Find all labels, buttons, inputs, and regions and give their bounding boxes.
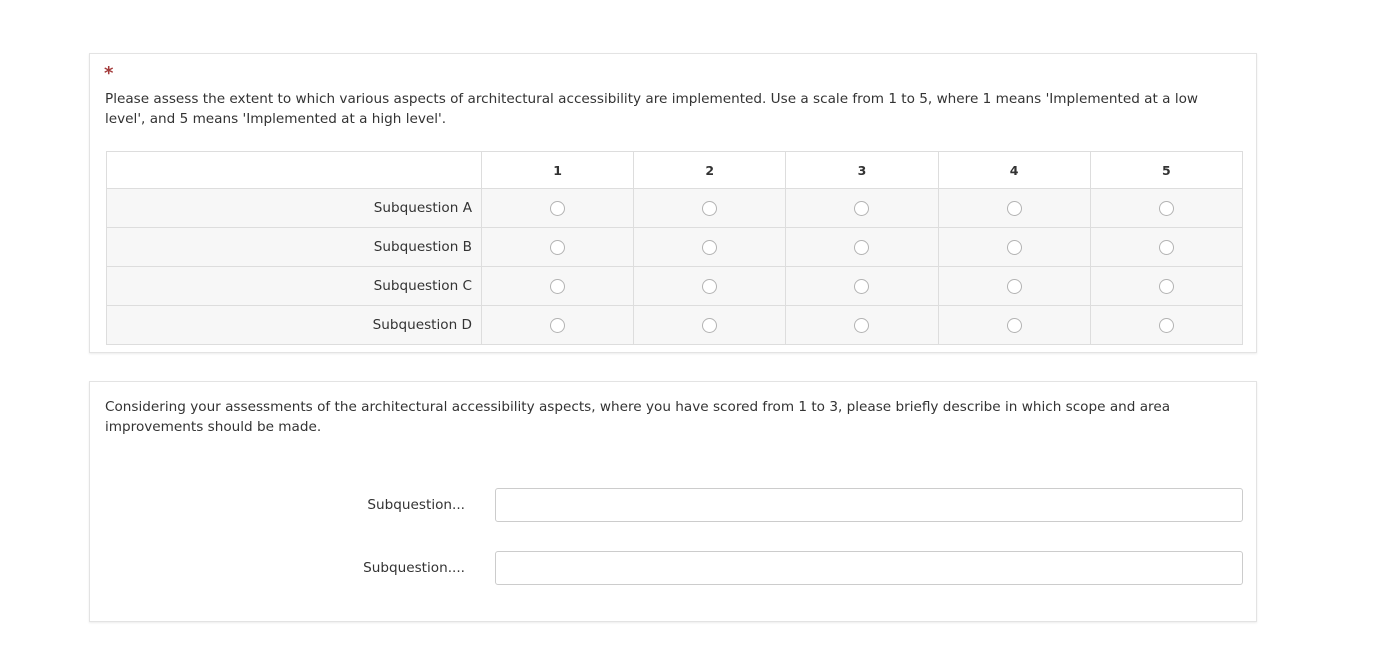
- matrix-row-subquestion-c: [107, 267, 1243, 306]
- rating-cell[interactable]: [634, 228, 786, 267]
- rating-cell[interactable]: [938, 267, 1090, 306]
- rating-cell[interactable]: [482, 306, 634, 345]
- column-header-2: 2: [634, 152, 786, 189]
- radio-d-1[interactable]: [550, 318, 565, 333]
- column-header-4: 4: [938, 152, 1090, 189]
- matrix-row-subquestion-b: [107, 228, 1243, 267]
- row-label: Subquestion C: [107, 267, 482, 306]
- rating-cell[interactable]: [786, 189, 938, 228]
- rating-cell[interactable]: [634, 306, 786, 345]
- radio-a-1[interactable]: [550, 201, 565, 216]
- rating-cell[interactable]: [634, 189, 786, 228]
- rating-cell[interactable]: [482, 189, 634, 228]
- matrix-header-row: [107, 152, 1243, 189]
- text-input-1[interactable]: [495, 488, 1243, 522]
- radio-d-3[interactable]: [854, 318, 869, 333]
- radio-c-1[interactable]: [550, 279, 565, 294]
- rating-cell[interactable]: [634, 267, 786, 306]
- radio-a-5[interactable]: [1159, 201, 1174, 216]
- radio-c-2[interactable]: [702, 279, 717, 294]
- matrix-row-subquestion-a: [107, 189, 1243, 228]
- row-label: Subquestion B: [107, 228, 482, 267]
- column-header-5: 5: [1090, 152, 1242, 189]
- question-panel-accessibility-rating: [89, 53, 1257, 353]
- radio-a-4[interactable]: [1007, 201, 1022, 216]
- radio-b-5[interactable]: [1159, 240, 1174, 255]
- radio-c-3[interactable]: [854, 279, 869, 294]
- question-panel-improvements: [89, 381, 1257, 622]
- rating-cell[interactable]: [482, 267, 634, 306]
- field-label-1: Subquestion...: [367, 497, 465, 513]
- column-header-1: 1: [482, 152, 634, 189]
- rating-cell[interactable]: [786, 228, 938, 267]
- field-label-2: Subquestion....: [363, 560, 465, 576]
- rating-cell[interactable]: [786, 267, 938, 306]
- row-label: Subquestion A: [107, 189, 482, 228]
- rating-cell[interactable]: [938, 189, 1090, 228]
- radio-b-4[interactable]: [1007, 240, 1022, 255]
- rating-cell[interactable]: [938, 306, 1090, 345]
- rating-cell[interactable]: [1090, 306, 1242, 345]
- radio-a-3[interactable]: [854, 201, 869, 216]
- rating-cell[interactable]: [786, 306, 938, 345]
- question-text: Please assess the extent to which various aspects of architectural accessibility are implemented. Use a scale from 1 to 5, where 1 means 'Implemented at a low level', and 5 means 'Implemented at a high level'.: [105, 91, 1199, 127]
- matrix-row-subquestion-d: [107, 306, 1243, 345]
- required-marker: *: [104, 63, 114, 84]
- question-text: Considering your assessments of the architectural accessibility aspects, where you have scored from 1 to 3, please briefly describe in which scope and area improvements should be made.: [105, 399, 1171, 435]
- radio-c-5[interactable]: [1159, 279, 1174, 294]
- radio-a-2[interactable]: [702, 201, 717, 216]
- radio-b-2[interactable]: [702, 240, 717, 255]
- rating-cell[interactable]: [938, 228, 1090, 267]
- matrix-corner-cell: [107, 152, 482, 189]
- radio-c-4[interactable]: [1007, 279, 1022, 294]
- column-header-3: 3: [786, 152, 938, 189]
- radio-b-3[interactable]: [854, 240, 869, 255]
- radio-d-4[interactable]: [1007, 318, 1022, 333]
- rating-cell[interactable]: [1090, 228, 1242, 267]
- radio-b-1[interactable]: [550, 240, 565, 255]
- rating-cell[interactable]: [1090, 267, 1242, 306]
- row-label: Subquestion D: [107, 306, 482, 345]
- rating-cell[interactable]: [1090, 189, 1242, 228]
- radio-d-2[interactable]: [702, 318, 717, 333]
- text-input-2[interactable]: [495, 551, 1243, 585]
- rating-matrix: [106, 151, 1243, 345]
- radio-d-5[interactable]: [1159, 318, 1174, 333]
- rating-cell[interactable]: [482, 228, 634, 267]
